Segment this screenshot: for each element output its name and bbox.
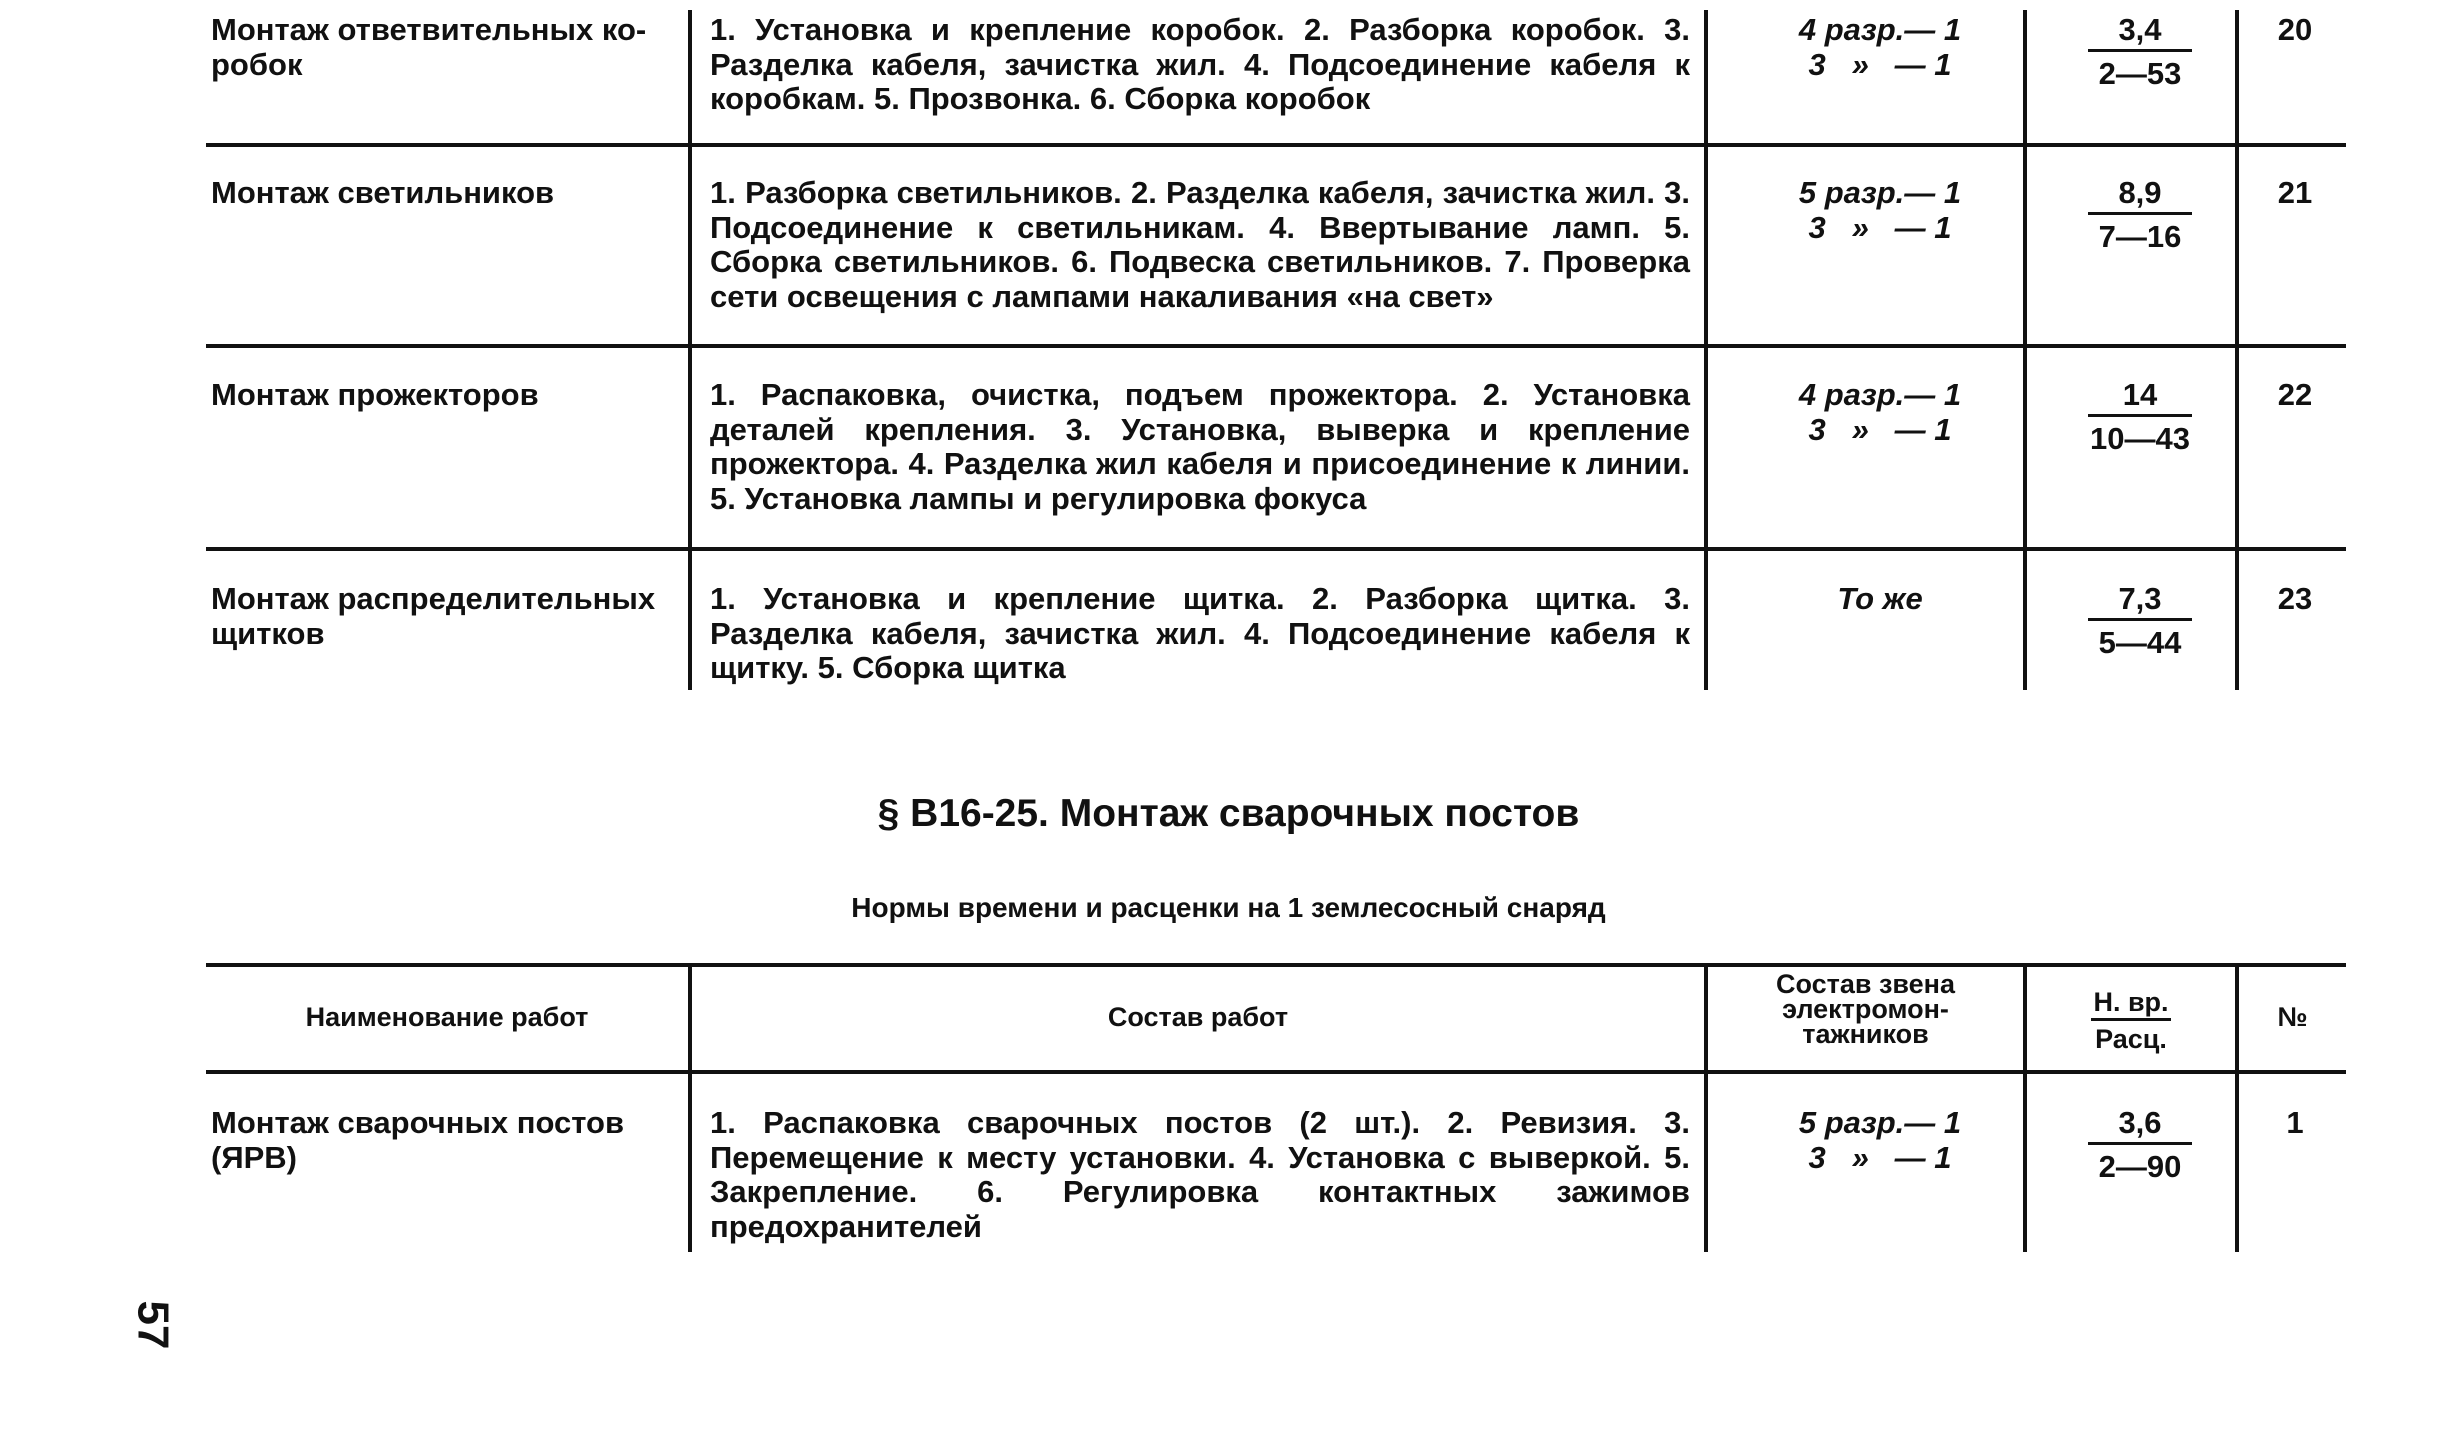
header-rate: Расц. bbox=[2095, 1024, 2167, 1054]
section-subtitle: Нормы времени и расценки на 1 землесосный снаряд bbox=[851, 892, 1606, 923]
row-crew bbox=[1720, 378, 2040, 447]
crew-line: 5 разр.— 1 bbox=[1798, 1105, 1962, 1140]
norm-time: 3,6 bbox=[2118, 1105, 2162, 1140]
row-name: Монтаж ответвительных ко-робок bbox=[211, 12, 647, 82]
row-crew bbox=[1720, 176, 2040, 245]
norm-time: 14 bbox=[2122, 377, 2158, 412]
row-name: Монтаж прожекторов bbox=[211, 377, 539, 412]
row-norm bbox=[2030, 376, 2250, 457]
header-name: Наименование работ bbox=[305, 1002, 589, 1032]
row-divider bbox=[206, 344, 2346, 348]
rate: 7—16 bbox=[2098, 219, 2182, 254]
row-number: 23 bbox=[2277, 581, 2313, 616]
row-description: 1. Установка и крепление щитка. 2. Разборка щитка. 3. Разделка кабеля, зачистка жил. 4. Подсоединение кабеля к щитку. 5. Сборка щитка bbox=[710, 581, 1690, 685]
crew-line: 3 » — 1 bbox=[1808, 411, 1952, 447]
crew-line: 3 » — 1 bbox=[1808, 46, 1952, 82]
rate: 5—44 bbox=[2098, 625, 2182, 660]
row-description: 1. Распаковка сварочных постов (2 шт.). 2. Ревизия. 3. Перемещение к месту установки. 4. Установка с выверкой. 5. Закрепление. 6. Регулировка контактных зажимов предохранителей bbox=[710, 1105, 1690, 1244]
norm-time: 8,9 bbox=[2118, 175, 2162, 210]
row-name: Монтаж распределительных щитков bbox=[211, 581, 656, 651]
row-description: 1. Распаковка, очистка, подъем прожектора. 2. Установка деталей крепления. 3. Установка, выверка и крепление прожектора. 4. Разделка жил кабеля и присоединение к линии. 5. Установка лампы и регулировка фокуса bbox=[710, 377, 1690, 516]
row-description: 1. Разборка светильников. 2. Разделка кабеля, зачистка жил. 3. Подсоединение к светильникам. 4. Ввертывание ламп. 5. Сборка светильников. 6. Подвеска светильников. 7. Проверка сети освещения с лампами накаливания «на свет» bbox=[710, 175, 1690, 314]
header-norm bbox=[2027, 987, 2235, 1054]
header-crew-line: тажников bbox=[1802, 1019, 1929, 1049]
crew-line: 4 разр.— 1 bbox=[1798, 377, 1962, 412]
col-divider bbox=[688, 10, 692, 690]
rate: 2—53 bbox=[2098, 56, 2182, 91]
row-crew bbox=[1720, 1106, 2040, 1175]
row-norm bbox=[2030, 11, 2250, 92]
crew-line: 5 разр.— 1 bbox=[1798, 175, 1962, 210]
crew-line: 3 » — 1 bbox=[1808, 1139, 1952, 1175]
header-crew bbox=[1708, 969, 2023, 1049]
crew-line: 3 » — 1 bbox=[1808, 209, 1952, 245]
row-norm bbox=[2030, 174, 2250, 255]
row-description: 1. Установка и крепление коробок. 2. Разборка коробок. 3. Разделка кабеля, зачистка жил. 4. Подсоединение кабеля к коробкам. 5. Прозвонка. 6. Сборка коробок bbox=[710, 12, 1690, 116]
section-title: § В16-25. Монтаж сварочных постов bbox=[877, 792, 1580, 835]
rate: 10—43 bbox=[2090, 421, 2190, 456]
row-crew bbox=[1720, 582, 2040, 617]
row-name: Монтаж сварочных постов (ЯРВ) bbox=[211, 1105, 625, 1175]
header-crew-line: Состав звена bbox=[1776, 969, 1955, 999]
row-number: 21 bbox=[2277, 175, 2313, 210]
row-name: Монтаж светильников bbox=[211, 175, 555, 210]
row-norm bbox=[2030, 1104, 2250, 1185]
col-divider bbox=[1704, 10, 1708, 690]
header-description: Состав работ bbox=[1107, 1002, 1289, 1032]
row-norm bbox=[2030, 580, 2250, 661]
row-divider bbox=[206, 547, 2346, 551]
page-number: 57 bbox=[128, 1300, 178, 1350]
header-crew-line: электромон- bbox=[1782, 994, 1949, 1024]
norm-time: 3,4 bbox=[2118, 12, 2162, 47]
rate: 2—90 bbox=[2098, 1149, 2182, 1184]
crew-line: То же bbox=[1837, 581, 1923, 616]
row-crew bbox=[1720, 13, 2040, 82]
row-number: 22 bbox=[2277, 377, 2313, 412]
row-number: 1 bbox=[2286, 1105, 2304, 1140]
header-number: № bbox=[2277, 1002, 2308, 1032]
row-divider bbox=[206, 143, 2346, 147]
norm-time: 7,3 bbox=[2118, 581, 2162, 616]
crew-line: 4 разр.— 1 bbox=[1798, 12, 1962, 47]
header-norm-time: Н. вр. bbox=[2091, 990, 2170, 1021]
row-number: 20 bbox=[2277, 12, 2313, 47]
